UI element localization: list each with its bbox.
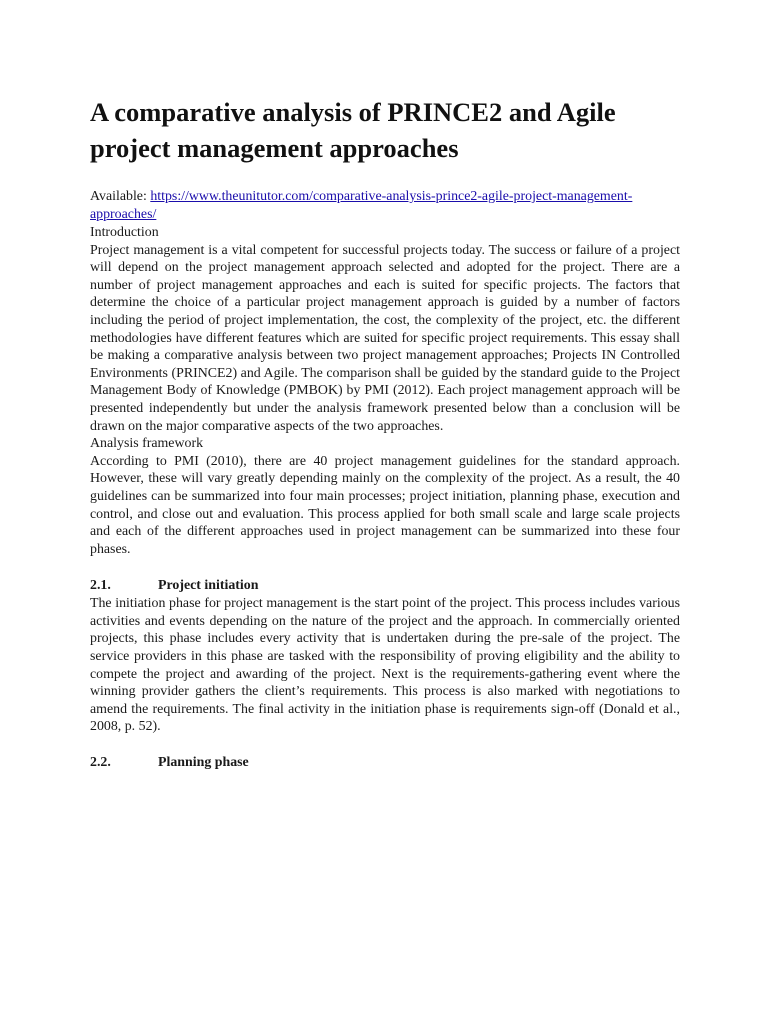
section-number: 2.1. xyxy=(90,578,111,594)
section-title: Planning phase xyxy=(158,755,249,771)
introduction-heading: Introduction xyxy=(90,225,159,240)
section-number: 2.2. xyxy=(90,755,111,771)
document-title: A comparative analysis of PRINCE2 and Agile project management approaches xyxy=(90,97,616,163)
introduction-paragraph: Project management is a vital competent for successful projects today. The success or failure of a project will depend on the project management approach selected and adopted for the project. There are a number of project management approaches and each is suited for specific projects. The factors that determine the choice of a particular project management approach is guided by a number of factors including the period of project implementation, the cost, the complexity of the project, etc. the different methodologies have different features which are suited for specific project requirements. This essay shall be making a comparative analysis between two project management approaches; Projects IN Controlled Environments (PRINCE2) and Agile. The comparison shall be guided by the standard guide to the Project Management Body of Knowledge (PMBOK) by PMI (2012). Each project management approach will be presented independently but under the analysis framework presented below than a conclusion will be drawn on the major comparative aspects of the two approaches. xyxy=(90,242,680,434)
section-heading-planning-phase xyxy=(90,754,680,772)
analysis-framework-paragraph: According to PMI (2010), there are 40 project management guidelines for the standard approach. However, these will vary greatly depending mainly on the complexity of the project. As a result, the 40 guidelines can be summarized into four main processes; project initiation, planning phase, execution and control, and close out and evaluation. This process applied for both small scale and large scale projects and each of the different approaches used in project management can be summarized into these four phases. xyxy=(90,453,680,557)
available-label: Available: xyxy=(90,189,147,204)
section-heading-project-initiation xyxy=(90,577,680,595)
source-link[interactable]: https://www.theunitutor.com/comparative-analysis-prince2-agile-project-management-approaches/ xyxy=(90,189,633,222)
analysis-framework-heading: Analysis framework xyxy=(90,436,204,452)
available-line xyxy=(90,188,680,224)
project-initiation-paragraph: The initiation phase for project management is the start point of the project. This process includes various activities and events depending on the nature of the project and the approach. In commercially oriented projects, this phase includes every activity that is undertaken during the pre-sale of the project. The service providers in this phase are tasked with the responsibility of proving eligibility and the ability to compete the project and awarding of the project. Next is the requirements-gathering event where the winning provider gathers the client’s requirements. This process is also marked with negotiations to amend the requirements. The final activity in the initiation phase is requirements sign-off (Donald et al., 2008, p. 52). xyxy=(90,596,680,735)
section-title: Project initiation xyxy=(158,578,259,594)
